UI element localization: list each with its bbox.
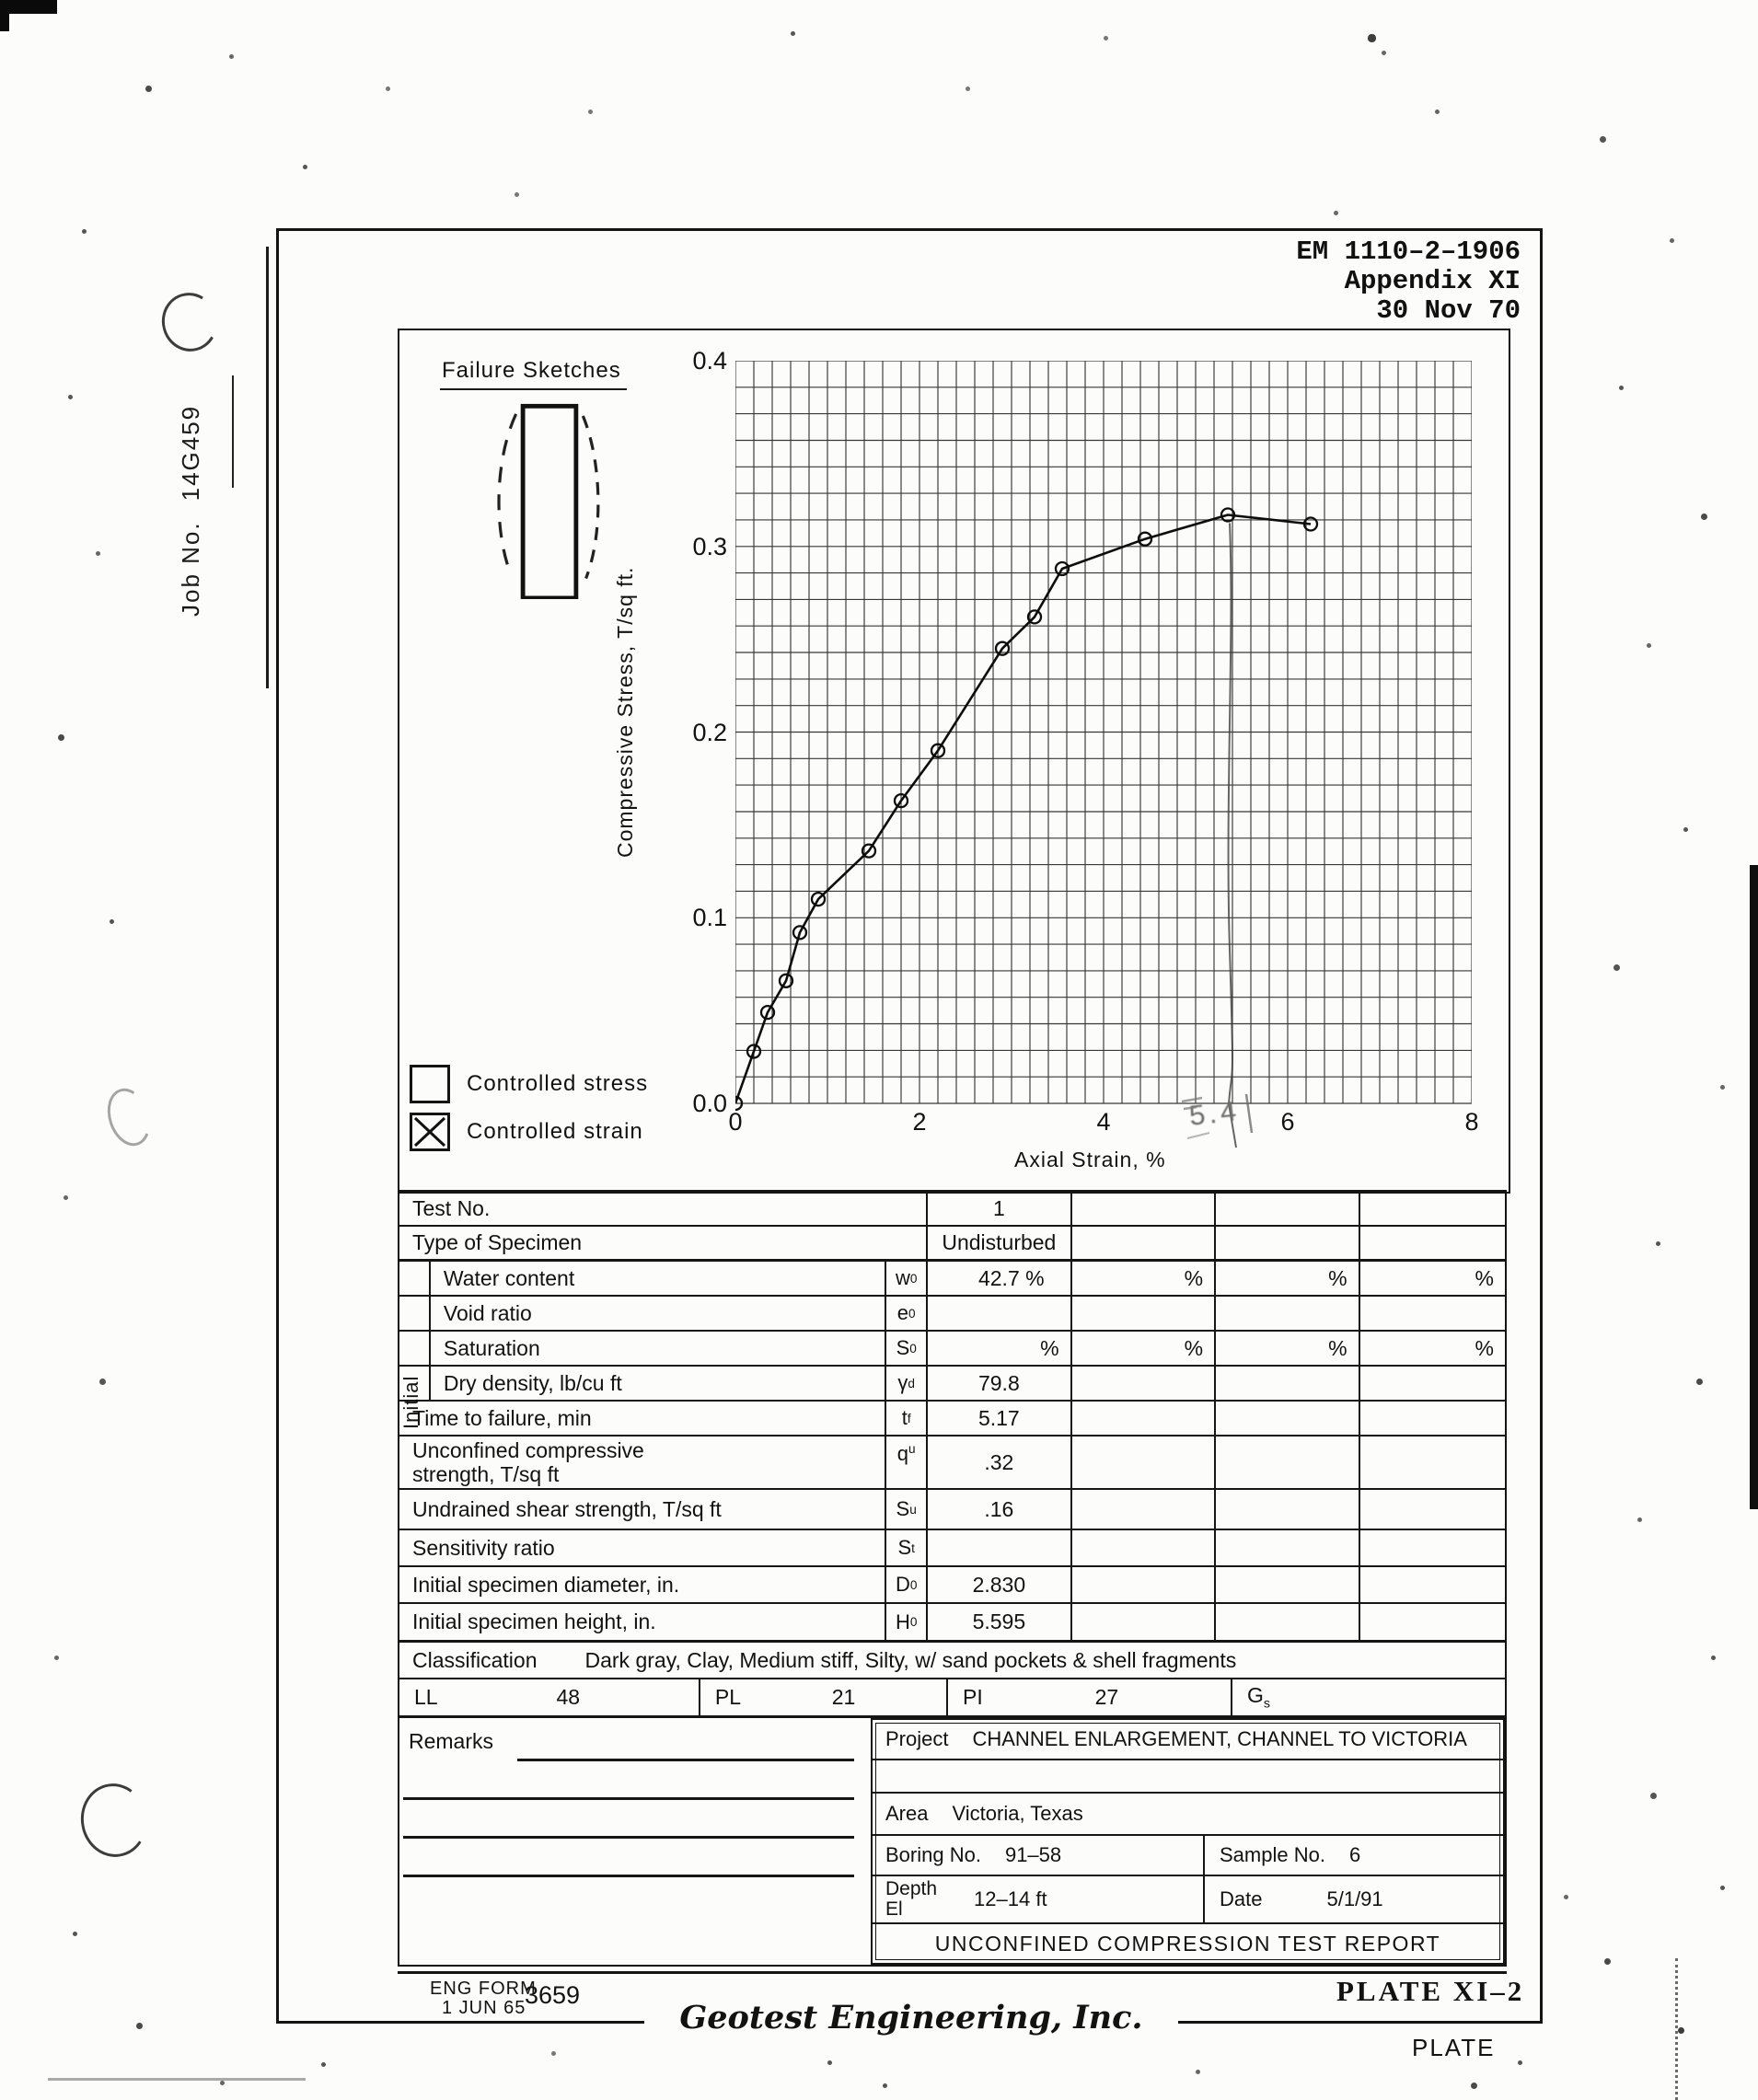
row-label: Unconfined compressive strength, T/sq ft [399,1437,886,1488]
row-symbol: e 0 [886,1297,928,1330]
date-label: Date [1220,1887,1263,1910]
remarks-line [517,1759,854,1761]
table-row-sensitivity [399,1530,1505,1567]
table-row-height [399,1604,1505,1643]
job-number-vertical [177,368,205,617]
eng-form-label: ENG FORM [430,1979,537,1999]
x-tick-label: 2 [912,1108,927,1136]
row-symbol: γ d [886,1367,928,1400]
initial-group-label: Initial [399,1375,422,1430]
job-number: 14G459 [177,404,204,502]
classification-label: Classification [412,1647,538,1672]
cell-value: 1 [992,1195,1005,1220]
date: 30 Nov 70 [1376,295,1521,326]
punch-hole-mark [75,1778,154,1862]
cell-unit: % [1184,1265,1204,1290]
row-label: Water content [431,1262,886,1295]
cell-unit: % [1328,1335,1347,1360]
remarks-line [403,1797,854,1800]
failure-sketches-title: Failure Sketches [440,358,627,390]
depth-value: 12–14 ft [974,1887,1047,1910]
cell-value: Undisturbed [942,1230,1057,1254]
x-tick-label: 0 [728,1108,743,1136]
table-row-undrained-shear [399,1490,1505,1530]
row-symbol: t f [886,1402,928,1435]
area-label: Area [885,1802,929,1825]
x-tick-label: 8 [1464,1108,1479,1136]
cell-unit: % [1025,1265,1045,1290]
x-tick-label: 6 [1280,1108,1295,1136]
project-info-box [871,1718,1505,1965]
project-row-blank [873,1760,1503,1794]
row-label: Initial specimen height, in. [399,1604,886,1640]
cell-unit: % [1475,1265,1494,1290]
report-title: UNCONFINED COMPRESSION TEST REPORT [934,1931,1441,1956]
row-label: Undrained shear strength, T/sq ft [399,1490,886,1529]
scan-edge-dots [1675,1958,1678,2100]
depth-date-row [873,1876,1503,1924]
scan-corner-mark [0,0,9,31]
cell-value: 5.17 [977,1405,1020,1430]
controlled-stress-checkbox [410,1065,450,1103]
pl-value: 21 [831,1685,856,1709]
legend-label: Controlled strain [467,1119,643,1144]
remarks-project-section [399,1718,1505,1965]
row-label: Type of Specimen [399,1227,928,1259]
remarks-line [403,1875,854,1877]
row-symbol: S u [886,1490,928,1529]
cell-value: 5.595 [972,1610,1026,1633]
row-label: Saturation [431,1332,886,1365]
handwritten-stray-marks [1178,1092,1261,1148]
company-name: Geotest Engineering, Inc. [644,1999,1178,2037]
stress-strain-curve [735,515,1311,1104]
cell-unit: % [1040,1335,1059,1360]
legend-controlled-strain [410,1113,643,1151]
table-row-atterberg [399,1679,1505,1718]
y-tick-label: 0.3 [692,532,727,560]
table-row-specimen-type [399,1227,1505,1262]
chart-panel [398,329,1510,1194]
row-symbol: H 0 [886,1604,928,1640]
test-results-table [398,1190,1507,1967]
legend-label: Controlled stress [467,1071,649,1096]
row-symbol: S 0 [886,1332,928,1365]
classification-text: Dark gray, Clay, Medium stiff, Silty, w/ sand pockets & shell fragments [584,1647,1237,1672]
cell-value: 42.7 [977,1265,1020,1290]
row-label: Time to failure, min [399,1402,886,1435]
row-label: Dry density, lb/cu ft [431,1367,886,1400]
depth-el-label: Depth El [885,1878,938,1920]
row-label: Sensitivity ratio [399,1530,886,1565]
scan-bottom-line [48,2078,306,2081]
scan-edge-strip [1750,865,1758,1509]
boring-label: Boring No. [885,1843,981,1866]
row-label: Test No. [399,1192,928,1225]
area-row [873,1794,1503,1836]
table-row-dry-density [399,1367,1505,1402]
y-tick-label: 0.0 [692,1090,727,1117]
date-value: 5/1/91 [1326,1887,1383,1910]
cell-unit: % [1184,1335,1204,1360]
plate-word: PLATE [1412,2034,1496,2061]
pi-label: PI [963,1685,983,1709]
table-row-water-content [399,1262,1505,1297]
boring-sample-row [873,1836,1503,1876]
row-label: Void ratio [431,1297,886,1330]
cell-value: 2.830 [972,1572,1026,1597]
y-axis-title: Compressive Stress, T/sq ft. [613,566,637,859]
failure-sketch-drawing [480,387,619,599]
project-row [873,1720,1503,1760]
pi-value: 27 [1094,1685,1119,1709]
x-axis-title: Axial Strain, % [1014,1148,1166,1171]
job-number-underline [232,375,234,488]
ll-label: LL [414,1685,438,1709]
document-reference [1058,237,1521,326]
cell-value: 79.8 [977,1370,1020,1395]
appendix: Appendix XI [1344,266,1521,296]
job-label: Job No. [177,521,204,617]
sample-value: 6 [1348,1843,1361,1866]
x-mark-icon [412,1115,447,1148]
gs-label: $G_s$ [1246,1683,1270,1712]
remarks-line [403,1836,854,1839]
remarks-area [399,1718,871,1965]
x-tick-label: 4 [1096,1108,1111,1136]
sample-label: Sample No. [1220,1843,1325,1866]
project-label: Project [885,1727,949,1750]
handwritten-failure-strain: 5.4 [1187,1094,1242,1132]
project-value: CHANNEL ENLARGEMENT, CHANNEL TO VICTORIA [972,1727,1467,1750]
table-row-unconfined-strength [399,1437,1505,1490]
y-tick-label: 0.2 [692,718,727,746]
row-label: Initial specimen diameter, in. [399,1567,886,1602]
table-row-time-to-failure [399,1402,1505,1437]
cell-unit: % [1328,1265,1347,1290]
row-symbol: w 0 [886,1262,928,1295]
table-row-saturation [399,1332,1505,1367]
job-number-rule [266,247,269,688]
row-symbol: S t [886,1530,928,1565]
scan-noise [0,0,3,3]
legend-controlled-stress [410,1065,648,1103]
y-tick-label: 0.1 [692,904,727,932]
table-row-diameter [399,1567,1505,1604]
ll-value: 48 [556,1685,581,1709]
eng-form-number: 3659 [525,1981,581,2009]
punch-hole-mark [100,1083,157,1151]
cell-value: .16 [984,1496,1014,1521]
plate-number: PLATE XI–2 [1336,1975,1525,2007]
table-row-void-ratio [399,1297,1505,1332]
data-point-markers [735,509,1317,1111]
table-row-test-no [399,1192,1505,1227]
cell-unit: % [1475,1335,1494,1360]
pl-label: PL [714,1685,742,1709]
area-value: Victoria, Texas [952,1802,1083,1825]
eng-form-date: 1 JUN 65 [442,1998,526,2018]
stress-strain-plot [735,361,1472,1149]
row-symbol: q $^u$ [886,1437,928,1488]
remarks-label: Remarks [409,1729,494,1753]
em-number: EM 1110–2–1906 [1296,237,1521,267]
boring-value: 91–58 [1004,1843,1062,1866]
y-tick-label: 0.4 [692,347,727,375]
plot-grid [735,361,1472,1103]
controlled-strain-checkbox [410,1113,450,1151]
row-symbol: D 0 [886,1567,928,1602]
table-row-classification [399,1643,1505,1679]
punch-hole-mark [156,287,224,358]
table-bottom-double-line [398,1971,1507,1974]
cell-value: .32 [984,1449,1014,1474]
